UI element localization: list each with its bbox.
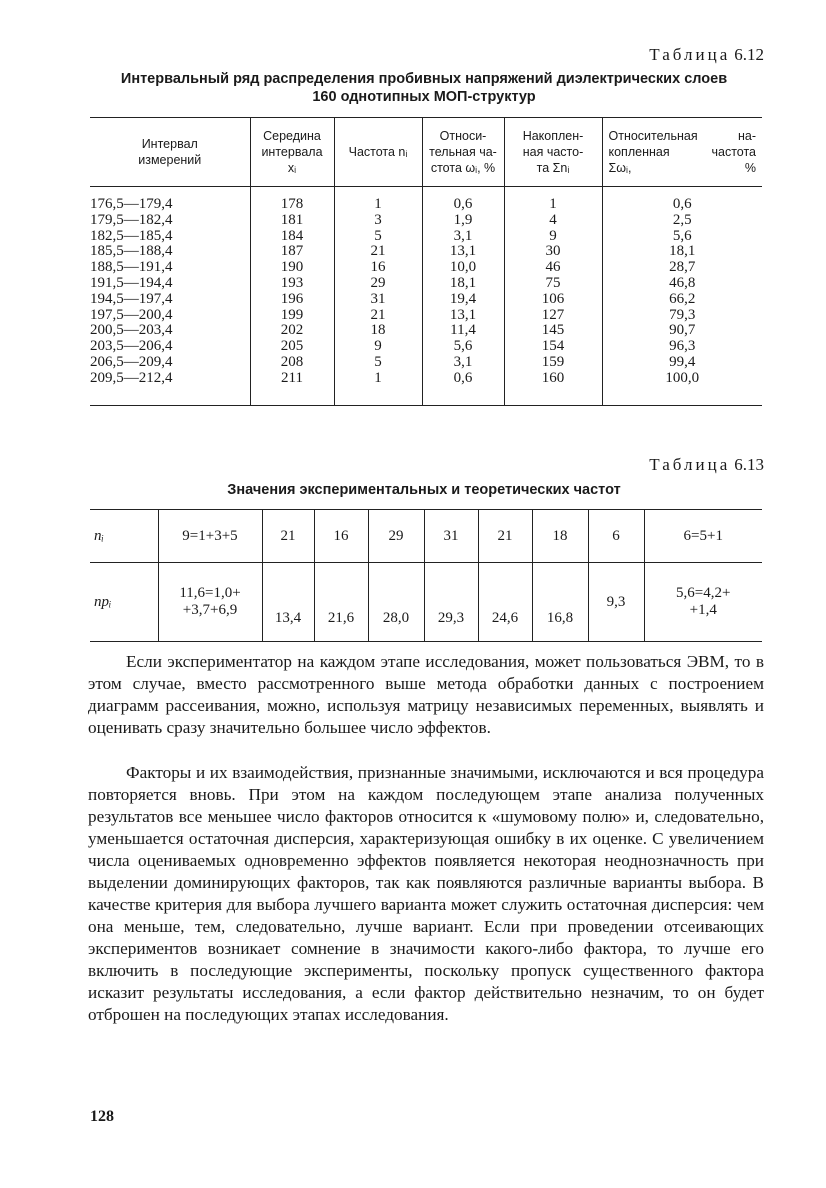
header-cell	[334, 118, 422, 187]
table-row	[90, 339, 762, 355]
caption-line-1: Значения экспериментальных и теоретических частот	[227, 482, 621, 498]
table-cell: 3	[334, 213, 422, 229]
header-text: Относи-	[439, 129, 487, 143]
cell-line: 5,6=4,2+	[676, 585, 731, 601]
row-label: npᵢ	[90, 563, 158, 642]
table-cell: 203,5—206,4	[90, 338, 173, 355]
table-cell: 100,0	[602, 371, 762, 405]
table-cell: 5,6	[602, 229, 762, 245]
header-text: xᵢ	[287, 161, 297, 175]
row-label: nᵢ	[90, 510, 158, 563]
table-cell: 0,6	[602, 187, 762, 213]
table-body	[90, 187, 762, 406]
header-cell	[90, 118, 250, 187]
theoretical-frequencies-row	[90, 563, 762, 642]
table-row	[90, 260, 762, 276]
table-6-13-caption	[80, 481, 768, 499]
table-cell: 75	[504, 276, 602, 292]
table-row	[90, 187, 762, 213]
header-cell	[504, 118, 602, 187]
table-cell: 21	[262, 510, 314, 563]
header-text: ная часто-	[522, 145, 584, 159]
table-cell: 79,3	[602, 308, 762, 324]
table-cell: 185,5—188,4	[90, 243, 173, 260]
table-cell: 19,4	[422, 292, 504, 308]
table-label-word: Таблица	[649, 455, 731, 474]
header-text: копленная частота	[608, 145, 756, 159]
table-cell: 1	[334, 371, 422, 405]
table-cell: 0,6	[422, 187, 504, 213]
table-cell: 6	[588, 510, 644, 563]
table-cell: 159	[504, 355, 602, 371]
header-text: Частота nᵢ	[348, 145, 408, 159]
header-text: та Σnᵢ	[536, 161, 570, 175]
table-cell: 188,5—191,4	[90, 259, 173, 276]
table-cell: 191,5—194,4	[90, 274, 173, 291]
table-cell: 176,5—179,4	[90, 196, 173, 212]
table-6-13	[90, 509, 762, 642]
table-cell: 21	[478, 510, 532, 563]
table-cell: 5,6	[422, 339, 504, 355]
table-cell: 29	[334, 276, 422, 292]
table-cell: 16	[314, 510, 368, 563]
table-cell: 181	[250, 213, 334, 229]
table-cell: 21,6	[314, 563, 368, 642]
paragraph-1: Если экспериментатор на каждом этапе исследования, может пользоваться ЭВМ, то в этом случае, вместо рассмотренного выше метода обработки данных с построением диаграмм рассеивания, можно, используя матрицу независимых переменных, выявлять и оценивать сразу значительно большее число эффектов.	[88, 652, 764, 737]
header-text: Относительная на-	[608, 129, 756, 143]
table-cell: 154	[504, 339, 602, 355]
table-cell: 194,5—197,4	[90, 290, 173, 307]
table-cell: 21	[334, 244, 422, 260]
table-cell	[644, 563, 762, 642]
table-cell: 190	[250, 260, 334, 276]
table-cell: 0,6	[422, 371, 504, 405]
table-cell: 18	[532, 510, 588, 563]
table-row	[90, 308, 762, 324]
table-cell: 1	[334, 187, 422, 213]
header-text: Σωᵢ, %	[608, 161, 756, 175]
table-cell: 99,4	[602, 355, 762, 371]
table-cell: 187	[250, 244, 334, 260]
table-6-12-label	[649, 45, 764, 65]
table-cell: 18	[334, 323, 422, 339]
table-cell: 5	[334, 229, 422, 245]
table-row	[90, 323, 762, 339]
table-cell: 184	[250, 229, 334, 245]
table-cell: 28,0	[368, 563, 424, 642]
table-cell: 9	[334, 339, 422, 355]
table-cell: 127	[504, 308, 602, 324]
table-cell: 46	[504, 260, 602, 276]
table-cell: 182,5—185,4	[90, 227, 173, 244]
table-cell: 200,5—203,4	[90, 322, 173, 339]
header-text: стота ωᵢ, %	[430, 161, 496, 175]
table-cell: 31	[424, 510, 478, 563]
header-text: измерений	[138, 153, 202, 167]
table-cell: 160	[504, 371, 602, 405]
table-row	[90, 244, 762, 260]
table-label-number: 6.13	[734, 455, 764, 474]
table-cell: 21	[334, 308, 422, 324]
table-cell: 196	[250, 292, 334, 308]
header-text: Середина	[263, 129, 321, 143]
table-cell: 28,7	[602, 260, 762, 276]
page-number: 128	[90, 1108, 114, 1125]
table-cell: 3,1	[422, 355, 504, 371]
table-cell: 10,0	[422, 260, 504, 276]
table-cell: 9	[504, 229, 602, 245]
header-text: Накоплен-	[522, 129, 584, 143]
table-row	[90, 276, 762, 292]
table-cell: 106	[504, 292, 602, 308]
table-row	[90, 229, 762, 245]
table-cell: 24,6	[478, 563, 532, 642]
table-cell: 199	[250, 308, 334, 324]
table-label-number: 6.12	[734, 45, 764, 64]
table-row	[90, 292, 762, 308]
table-cell: 46,8	[602, 276, 762, 292]
table-cell: 206,5—209,4	[90, 353, 173, 370]
table-label-word: Таблица	[649, 45, 731, 64]
table-cell: 1,9	[422, 213, 504, 229]
table-cell: 5	[334, 355, 422, 371]
paragraph-2: Факторы и их взаимодействия, признанные значимыми, исключаются и вся процедура повторяется вновь. При этом на каждом последующем этапе анализа полученных результатов все меньшее число факторов относится к «шумовому полю» и, следовательно, уменьшается остаточная дисперсия, характеризующая ошибку в их оценке. С увеличением числа оцениваемых одновременно эффектов появляется некоторая неоднозначность при выделении доминирующих факторов, так как появляются различные варианты выбора. В качестве критерия для выбора лучшего варианта может служить остаточная дисперсия: чем она меньше, тем, следовательно, лучше вариант. Если при проведении отсеивающих экспериментов возникает сомнение в значимости какого-либо фактора, то лучше его включить в последующие эксперименты, поскольку пропуск существенного фактора исказит результаты исследования, а если фактор действительно незначим, то он будет отброшен на последующих этапах исследования.	[88, 763, 764, 1024]
table-cell: 145	[504, 323, 602, 339]
table-row	[90, 371, 762, 405]
header-cell	[602, 118, 762, 187]
table-6-12	[90, 117, 762, 406]
table-6-13-label	[649, 455, 764, 475]
table-cell: 179,5—182,4	[90, 211, 173, 228]
table-cell: 18,1	[422, 276, 504, 292]
caption-line-2: 160 однотипных МОП-структур	[312, 89, 536, 105]
header-cell	[250, 118, 334, 187]
table-header-row	[90, 118, 762, 187]
cell-line: +1,4	[689, 602, 717, 618]
table-cell: 18,1	[602, 244, 762, 260]
table-cell: 193	[250, 276, 334, 292]
table-cell: 16,8	[532, 563, 588, 642]
table-cell: 16	[334, 260, 422, 276]
table-cell: 4	[504, 213, 602, 229]
header-text: тельная ча-	[429, 145, 497, 159]
table-row	[90, 213, 762, 229]
table-cell: 1	[504, 187, 602, 213]
caption-line-1: Интервальный ряд распределения пробивных напряжений диэлектрических слоев	[120, 71, 728, 87]
header-text: Интервал	[141, 137, 198, 151]
table-cell: 30	[504, 244, 602, 260]
table-6-12-caption	[80, 70, 768, 106]
table-cell: 197,5—200,4	[90, 306, 173, 323]
table-cell: 3,1	[422, 229, 504, 245]
table-cell: 13,1	[422, 244, 504, 260]
table-cell: 178	[250, 187, 334, 213]
table-cell: 2,5	[602, 213, 762, 229]
table-cell: 209,5—212,4	[90, 371, 250, 405]
table-cell: 29	[368, 510, 424, 563]
table-cell	[158, 563, 262, 642]
table-cell: 13,1	[422, 308, 504, 324]
table-cell: 31	[334, 292, 422, 308]
table-cell: 205	[250, 339, 334, 355]
table-cell: 29,3	[424, 563, 478, 642]
table-cell: 211	[250, 371, 334, 405]
table-cell: 6=5+1	[644, 510, 762, 563]
table-cell: 66,2	[602, 292, 762, 308]
header-cell	[422, 118, 504, 187]
table-cell: 9,3	[588, 563, 644, 642]
table-cell: 202	[250, 323, 334, 339]
table-cell: 96,3	[602, 339, 762, 355]
table-cell: 9=1+3+5	[158, 510, 262, 563]
table-cell: 13,4	[262, 563, 314, 642]
table-cell: 11,4	[422, 323, 504, 339]
table-cell: 90,7	[602, 323, 762, 339]
table-row	[90, 355, 762, 371]
table-cell: 208	[250, 355, 334, 371]
header-text: интервала	[261, 145, 323, 159]
cell-line: 11,6=1,0+	[179, 585, 241, 601]
observed-frequencies-row	[90, 510, 762, 563]
cell-line: +3,7+6,9	[182, 602, 238, 618]
